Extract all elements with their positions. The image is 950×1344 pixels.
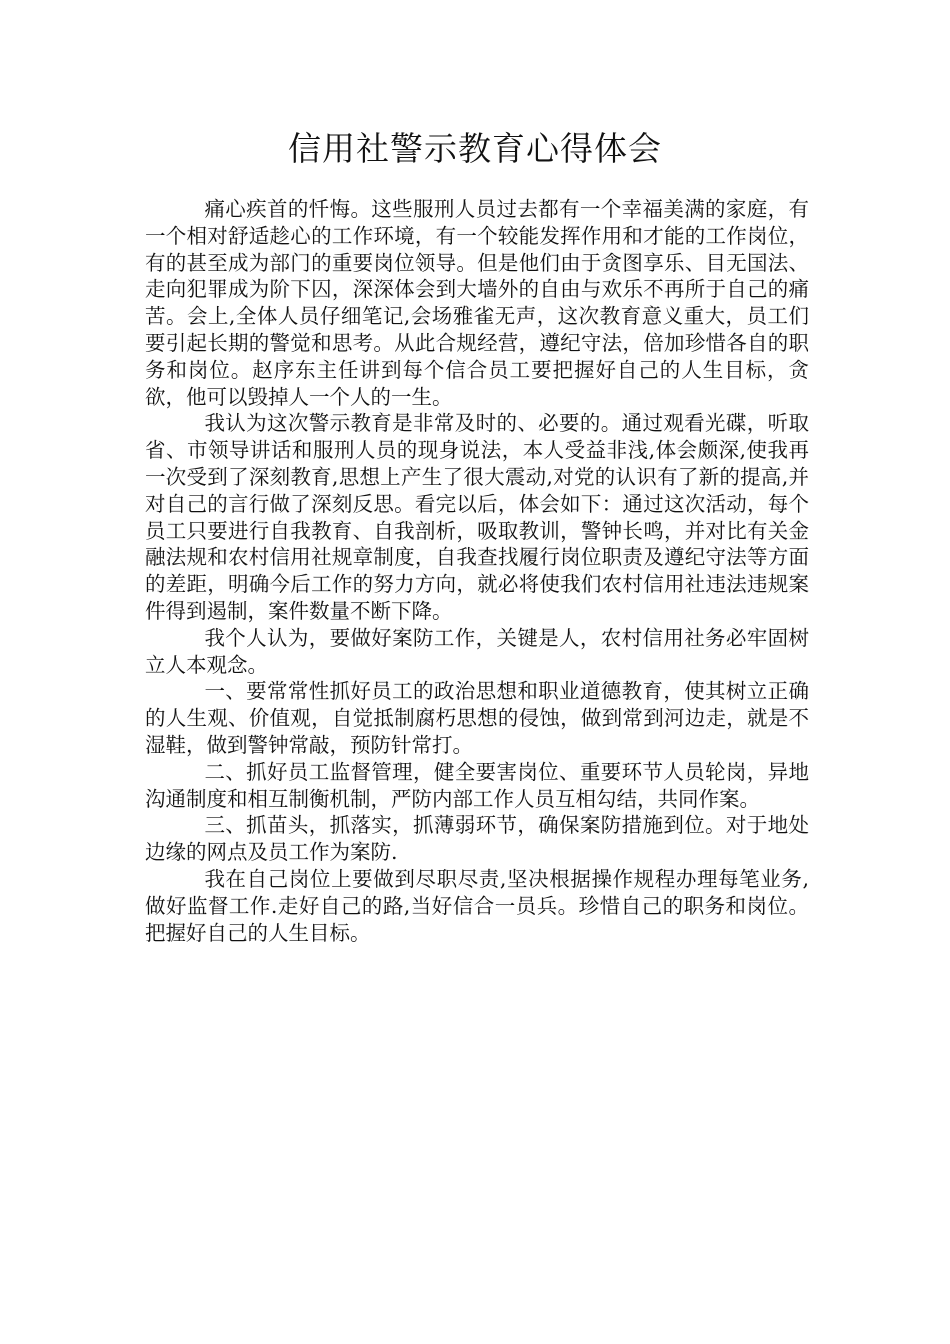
body-paragraph-3: 我个人认为，要做好案防工作，关键是人，农村信用社务必牢固树立人本观念。 [145, 625, 809, 677]
body-paragraph-7: 我在自己岗位上要做到尽职尽责,坚决根据操作规程办理每笔业务,做好监督工作.走好自己的路,当好信合一员兵。珍惜自己的职务和岗位。把握好自己的人生目标。 [145, 866, 809, 945]
body-paragraph-4: 一、要常常性抓好员工的政治思想和职业道德教育，使其树立正确的人生观、价值观，自觉抵制腐朽思想的侵蚀，做到常到河边走，就是不湿鞋，做到警钟常敲，预防针常打。 [145, 679, 809, 757]
body-paragraph-6: 三、抓苗头，抓落实，抓薄弱环节，确保案防措施到位。对于地处边缘的网点及员工作为案防. [145, 813, 809, 865]
body-paragraph-5: 二、抓好员工监督管理，健全要害岗位、重要环节人员轮岗，异地沟通制度和相互制衡机制，严防内部工作人员互相勾结，共同作案。 [145, 759, 809, 811]
body-paragraph-2: 我认为这次警示教育是非常及时的、必要的。通过观看光碟，听取省、市领导讲话和服刑人员的现身说法，本人受益非浅,体会颇深,使我再一次受到了深刻教育,思想上产生了很大震动,对党的认识有了新的提高,并对自己的言行做了深刻反思。看完以后，体会如下：通过这次活动，每个员工只要进行自我教育、自我剖析，吸取教训，警钟长鸣，并对比有关金融法规和农村信用社规章制度，自我查找履行岗位职责及遵纪守法等方面的差距，明确今后工作的努力方向，就必将使我们农村信用社违法违规案件得到遏制，案件数量不断下降。 [145, 411, 809, 623]
document-title: 信用社警示教育心得体会 [288, 129, 662, 168]
body-paragraph-1: 痛心疾首的忏悔。这些服刑人员过去都有一个幸福美满的家庭，有一个相对舒适趁心的工作环境，有一个较能发挥作用和才能的工作岗位，有的甚至成为部门的重要岗位领导。但是他们由于贪图享乐、目无国法、走向犯罪成为阶下囚，深深体会到大墙外的自由与欢乐不再所于自己的痛苦。会上,全体人员仔细笔记,会场雅雀无声，这次教育意义重大，员工们要引起长期的警觉和思考。从此合规经营，遵纪守法，倍加珍惜各自的职务和岗位。赵序东主任讲到每个信合员工要把握好自己的人生目标，贪欲，他可以毁掉人一个人的一生。 [145, 197, 809, 409]
document-body [145, 196, 809, 946]
